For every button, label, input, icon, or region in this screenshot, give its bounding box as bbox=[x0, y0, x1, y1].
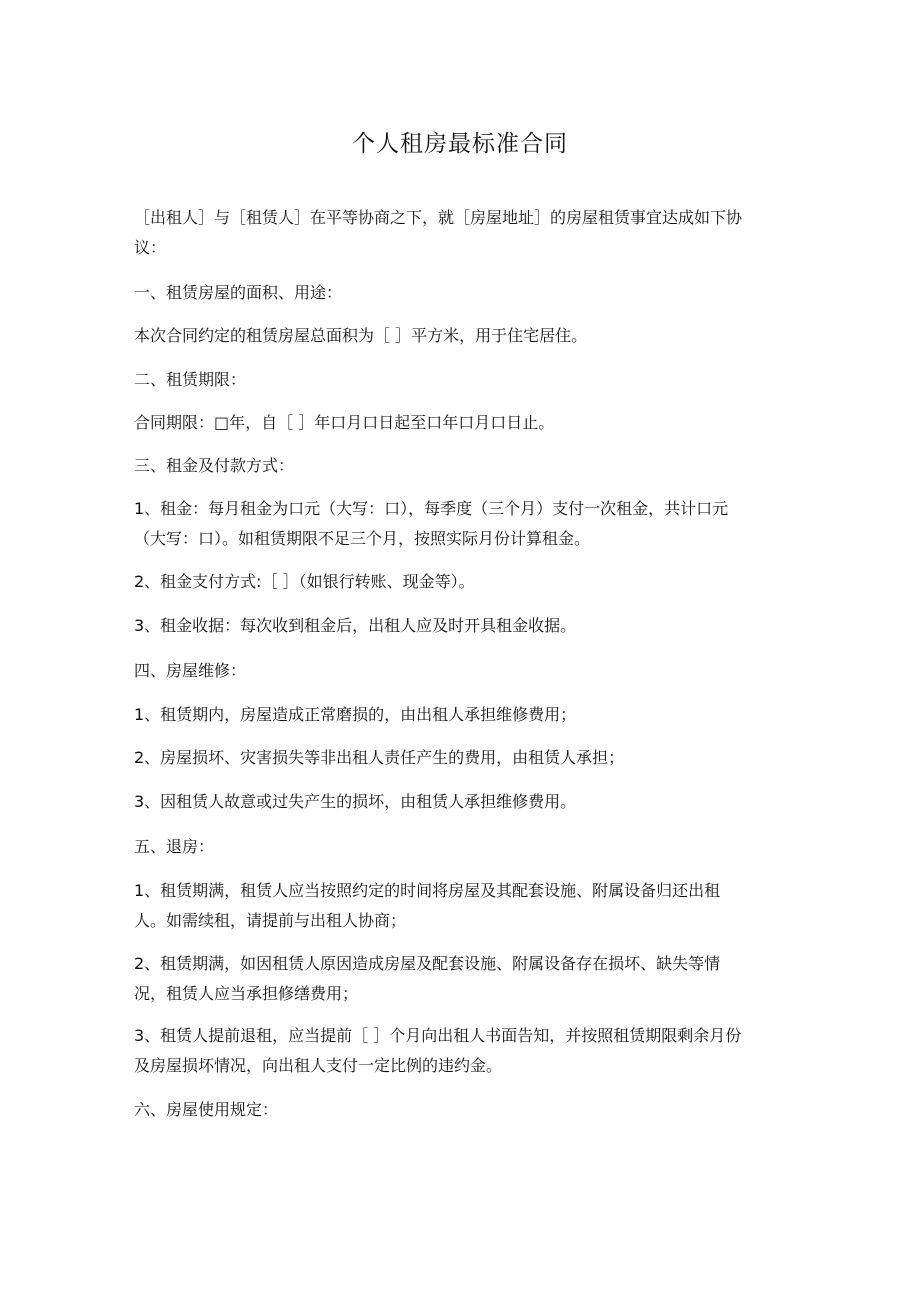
section-heading: 二、租赁期限： bbox=[134, 370, 247, 389]
paragraph-intro bbox=[134, 203, 794, 263]
section-heading-repair bbox=[134, 656, 794, 686]
section-heading-area-usage bbox=[134, 278, 794, 308]
paragraph-checkout-3 bbox=[134, 1021, 794, 1081]
paragraph-payment-method bbox=[134, 567, 794, 597]
paragraph-checkout-2 bbox=[134, 949, 794, 1009]
paragraph-repair-1 bbox=[134, 700, 794, 730]
paragraph-line: 本次合同约定的租赁房屋总面积为［ ］平方米，用于住宅居住。 bbox=[134, 326, 588, 345]
section-heading-term bbox=[134, 365, 794, 395]
section-heading: 一、租赁房屋的面积、用途： bbox=[134, 283, 343, 302]
paragraph-line: 及房屋损坏情况，向出租人支付一定比例的违约金。 bbox=[134, 1056, 503, 1075]
section-heading: 六、房屋使用规定： bbox=[134, 1100, 279, 1119]
section-heading: 五、退房： bbox=[134, 837, 215, 856]
paragraph-line: 1、租赁期内，房屋造成正常磨损的，由出租人承担维修费用； bbox=[134, 705, 577, 724]
paragraph-term bbox=[134, 408, 794, 438]
section-heading: 四、房屋维修： bbox=[134, 661, 247, 680]
paragraph-line: 1、租赁期满，租赁人应当按照约定的时间将房屋及其配套设施、附属设备归还出租 bbox=[134, 881, 721, 900]
paragraph-area bbox=[134, 321, 794, 351]
paragraph-line: 3、租金收据：每次收到租金后，出租人应及时开具租金收据。 bbox=[134, 616, 577, 635]
paragraph-repair-2 bbox=[134, 743, 794, 773]
paragraph-repair-3 bbox=[134, 787, 794, 817]
paragraph-line: 3、租赁人提前退租，应当提前［ ］个月向出租人书面告知，并按照租赁期限剩余月份 bbox=[134, 1026, 742, 1045]
paragraph-line: 2、租赁期满，如因租赁人原因造成房屋及配套设施、附属设备存在损坏、缺失等情 bbox=[134, 954, 721, 973]
paragraph-line: 合同期限：□年，自［ ］年口月口日起至口年口月口日止。 bbox=[134, 413, 555, 432]
paragraph-line: （大写：口）。如租赁期限不足三个月，按照实际月份计算租金。 bbox=[134, 529, 591, 548]
paragraph-line: 2、房屋损坏、灾害损失等非出租人责任产生的费用，由租赁人承担； bbox=[134, 748, 625, 767]
paragraph-line: 2、租金支付方式:［ ］（如银行转账、现金等）。 bbox=[134, 572, 475, 591]
paragraph-receipt bbox=[134, 611, 794, 641]
section-heading-rent-payment bbox=[134, 451, 794, 481]
section-heading-usage-rules bbox=[134, 1095, 794, 1125]
paragraph-line: 3、因租赁人故意或过失产生的损坏，由租赁人承担维修费用。 bbox=[134, 792, 577, 811]
paragraph-checkout-1 bbox=[134, 876, 794, 936]
paragraph-line: ［出租人］与［租赁人］在平等协商之下，就［房屋地址］的房屋租赁事宜达成如下协 bbox=[134, 208, 743, 227]
paragraph-line: 议： bbox=[134, 238, 167, 257]
section-heading-checkout bbox=[134, 832, 794, 862]
paragraph-rent bbox=[134, 494, 794, 554]
paragraph-line: 1、租金：每月租金为口元（大写：口），每季度（三个月）支付一次租金，共计口元 bbox=[134, 499, 729, 518]
section-heading: 三、租金及付款方式： bbox=[134, 456, 295, 475]
document-title: 个人租房最标准合同 bbox=[352, 131, 568, 157]
paragraph-line: 人。如需续租，请提前与出租人协商； bbox=[134, 911, 407, 930]
paragraph-line: 况，租赁人应当承担修缮费用； bbox=[134, 984, 359, 1003]
